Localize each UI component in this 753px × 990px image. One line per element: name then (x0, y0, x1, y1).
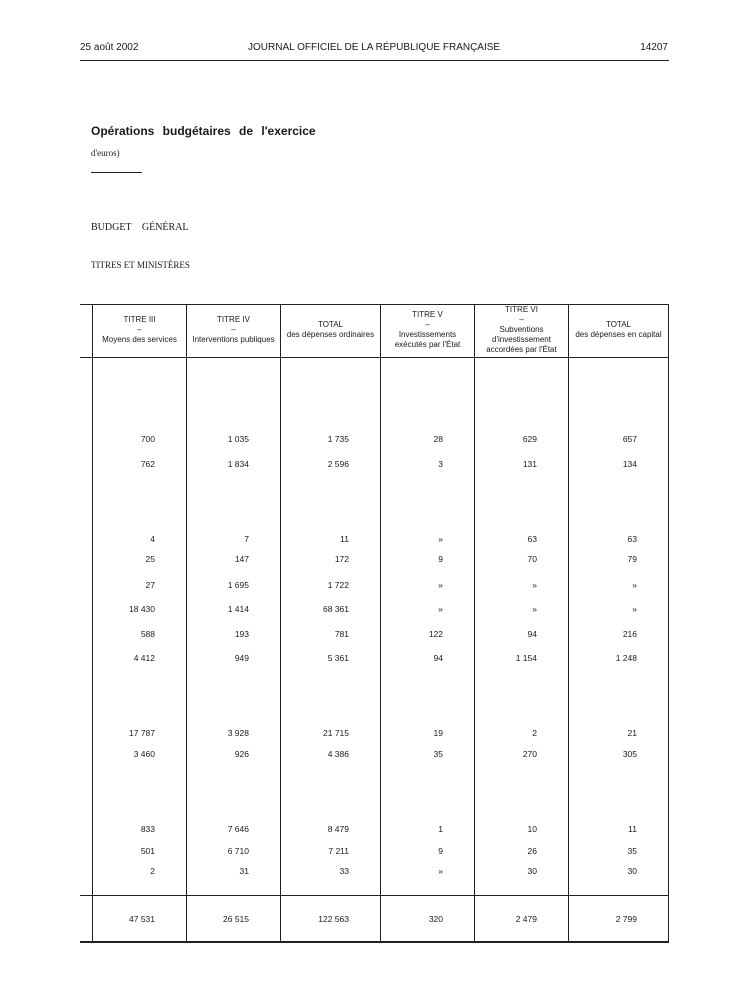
table-cell: » (632, 580, 637, 590)
table-cell: 147 (234, 554, 249, 564)
header-date: 25 août 2002 (80, 42, 139, 53)
total-cell: 2 799 (615, 914, 637, 924)
table-cell: 63 (627, 534, 637, 544)
section-heading: BUDGET GÉNÉRAL (91, 222, 189, 233)
table-cell: » (632, 604, 637, 614)
table-cell: 4 (150, 534, 155, 544)
table-cell: 18 430 (129, 604, 155, 614)
table-cell: 26 (527, 846, 537, 856)
table-cell: 94 (527, 629, 537, 639)
table-cell: 270 (522, 749, 537, 759)
table-cell: 134 (622, 459, 637, 469)
table-cell: 122 (428, 629, 443, 639)
table-cell: 2 (150, 866, 155, 876)
table-cell: 3 (438, 459, 443, 469)
table-cell: 8 479 (327, 824, 349, 834)
table-cell: » (532, 604, 537, 614)
page-subtitle: d'euros) (91, 148, 120, 158)
table-cell: 588 (140, 629, 155, 639)
table-cell: 629 (522, 434, 537, 444)
header-rule (80, 60, 669, 61)
column-header-titre-vi: TITRE VI – Subventions d'investissement accordées par l'État (486, 305, 557, 354)
table-cell: 5 361 (327, 653, 349, 663)
table-cell: 131 (522, 459, 537, 469)
table-cell: 833 (140, 824, 155, 834)
column-header-titre-iv: TITRE IV – Interventions publiques (192, 315, 275, 344)
total-cell: 47 531 (129, 914, 155, 924)
subsection-heading: TITRES ET MINISTÈRES (91, 260, 190, 270)
table-cell: 3 460 (133, 749, 155, 759)
table-cell: 30 (627, 866, 637, 876)
table-cell: 19 (433, 728, 443, 738)
table-cell: 1 414 (227, 604, 249, 614)
table-cell: 1 248 (615, 653, 637, 663)
table-cell: 3 928 (227, 728, 249, 738)
header-page: 14207 (640, 42, 668, 53)
table-cell: 70 (527, 554, 537, 564)
table-cell: » (532, 580, 537, 590)
page-title: Opérations budgétaires de l'exercice (91, 124, 316, 138)
table-cell: 9 (438, 846, 443, 856)
table-cell: 11 (628, 824, 637, 834)
table-cell: 17 787 (129, 728, 155, 738)
table-cell: 657 (622, 434, 637, 444)
table-cell: 4 386 (327, 749, 349, 759)
table-cell: 11 (340, 534, 349, 544)
table-cell: 68 361 (323, 604, 349, 614)
column-header-total-ordinaires: TOTAL des dépenses ordinaires (286, 320, 375, 339)
table-cell: 7 211 (328, 846, 349, 856)
table-cell: 31 (239, 866, 249, 876)
table-cell: 33 (339, 866, 349, 876)
table-cell: 193 (234, 629, 249, 639)
table-cell: 216 (622, 629, 637, 639)
table-cell: 1 735 (327, 434, 349, 444)
table-cell: » (438, 534, 443, 544)
table-cell: 6 710 (227, 846, 249, 856)
table-cell: 35 (627, 846, 637, 856)
table-cell: 21 (627, 728, 637, 738)
title-underline (91, 172, 142, 173)
column-header-titre-v: TITRE V – Investissements exécutés par l'État (394, 310, 461, 349)
total-cell: 2 479 (515, 914, 537, 924)
total-cell: 122 563 (318, 914, 349, 924)
table-cell: 4 412 (133, 653, 155, 663)
table-cell: 30 (527, 866, 537, 876)
table-cell: 949 (234, 653, 249, 663)
table-cell: 28 (433, 434, 443, 444)
total-cell: 320 (428, 914, 443, 924)
table-cell: 1 695 (227, 580, 249, 590)
table-cell: 762 (140, 459, 155, 469)
table-cell: » (438, 604, 443, 614)
table-cell: 7 646 (227, 824, 249, 834)
table-cell: 172 (334, 554, 349, 564)
table-cell: 27 (145, 580, 155, 590)
table-cell: 94 (433, 653, 443, 663)
table-cell: 35 (433, 749, 443, 759)
table-cell: 79 (627, 554, 637, 564)
table-cell: 1 (438, 824, 443, 834)
table-cell: 305 (622, 749, 637, 759)
header-journal: JOURNAL OFFICIEL DE LA RÉPUBLIQUE FRANÇAISE (248, 42, 501, 53)
table-cell: 1 154 (515, 653, 537, 663)
table-cell: 25 (145, 554, 155, 564)
table-cell: 9 (438, 554, 443, 564)
table-cell: 501 (140, 846, 155, 856)
column-header-total-capital: TOTAL des dépenses en capital (575, 320, 662, 339)
table-cell: 1 035 (227, 434, 249, 444)
table-cell: 926 (234, 749, 249, 759)
table-cell: 700 (140, 434, 155, 444)
total-cell: 26 515 (223, 914, 249, 924)
table-cell: 1 834 (227, 459, 249, 469)
table-cell: 21 715 (323, 728, 349, 738)
column-header-titre-iii: TITRE III – Moyens des services (102, 315, 177, 344)
table-cell: 10 (527, 824, 537, 834)
table-cell: 2 (532, 728, 537, 738)
table-cell: » (438, 580, 443, 590)
table-cell: 781 (334, 629, 349, 639)
table-cell: 2 596 (327, 459, 349, 469)
table-cell: 7 (244, 534, 249, 544)
table-cell: » (438, 866, 443, 876)
table-cell: 1 722 (327, 580, 349, 590)
table-cell: 63 (527, 534, 537, 544)
